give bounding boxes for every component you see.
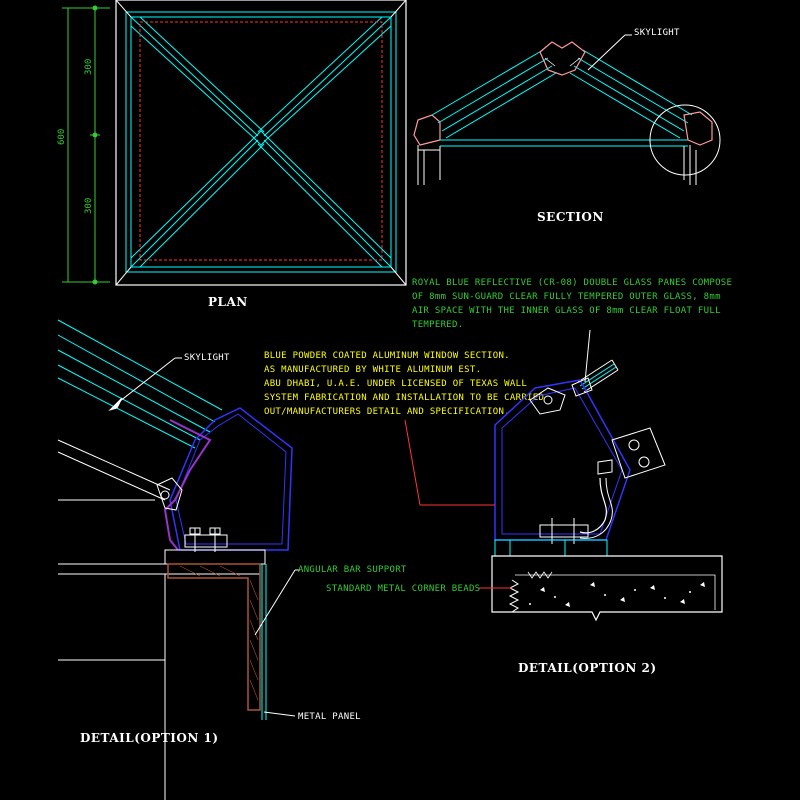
detail1-skylight-label: SKYLIGHT bbox=[184, 353, 230, 363]
detail-option-1 bbox=[58, 320, 407, 800]
section-skylight-label: SKYLIGHT bbox=[634, 28, 680, 38]
corner-beads-label: STANDARD METAL CORNER BEADS bbox=[326, 584, 481, 594]
glass-note bbox=[412, 278, 732, 330]
plan-opening-dashed bbox=[140, 22, 382, 260]
plan-outer-frame bbox=[116, 0, 406, 285]
aluminum-note-line: OUT/MANUFACTURERS DETAIL AND SPECIFICATION. bbox=[264, 407, 510, 417]
glass-note-line: ROYAL BLUE REFLECTIVE (CR-08) DOUBLE GLASS PANES COMPOSE bbox=[412, 278, 733, 288]
section-view bbox=[414, 28, 720, 224]
plan-dimension bbox=[62, 6, 110, 284]
plan-title: PLAN bbox=[208, 295, 248, 309]
dim-lower: 300 bbox=[84, 197, 94, 214]
detail2-title: DETAIL(OPTION 2) bbox=[518, 661, 657, 675]
angular-bar-label: ANGULAR BAR SUPPORT bbox=[298, 565, 407, 575]
glass-note-line: TEMPERED. bbox=[412, 320, 464, 330]
section-title: SECTION bbox=[537, 210, 604, 224]
plan-view bbox=[57, 0, 406, 309]
aluminum-note bbox=[264, 351, 544, 417]
dim-upper: 300 bbox=[84, 58, 94, 75]
glass-note-line: AIR SPACE WITH THE INNER GLASS OF 8mm CLEAR FLOAT FULL bbox=[412, 306, 721, 316]
aluminum-note-line: ABU DHABI, U.A.E. UNDER LICENSED OF TEXAS WALL bbox=[264, 379, 528, 389]
plan-frame-outer-cyan bbox=[126, 12, 396, 272]
plan-frame-inner-cyan bbox=[131, 17, 391, 267]
aluminum-note-line: AS MANUFACTURED BY WHITE ALUMINUM EST. bbox=[264, 365, 482, 375]
dim-total: 600 bbox=[57, 128, 67, 145]
aluminum-note-line: BLUE POWDER COATED ALUMINUM WINDOW SECTION. bbox=[264, 351, 510, 361]
detail1-title: DETAIL(OPTION 1) bbox=[80, 731, 219, 745]
glass-note-line: OF 8mm SUN-GUARD CLEAR FULLY TEMPERED OUTER GLASS, 8mm bbox=[412, 292, 721, 302]
aluminum-note-line: SYSTEM FABRICATION AND INSTALLATION TO BE CARRIED bbox=[264, 393, 545, 403]
metal-panel-label: METAL PANEL bbox=[298, 712, 361, 722]
